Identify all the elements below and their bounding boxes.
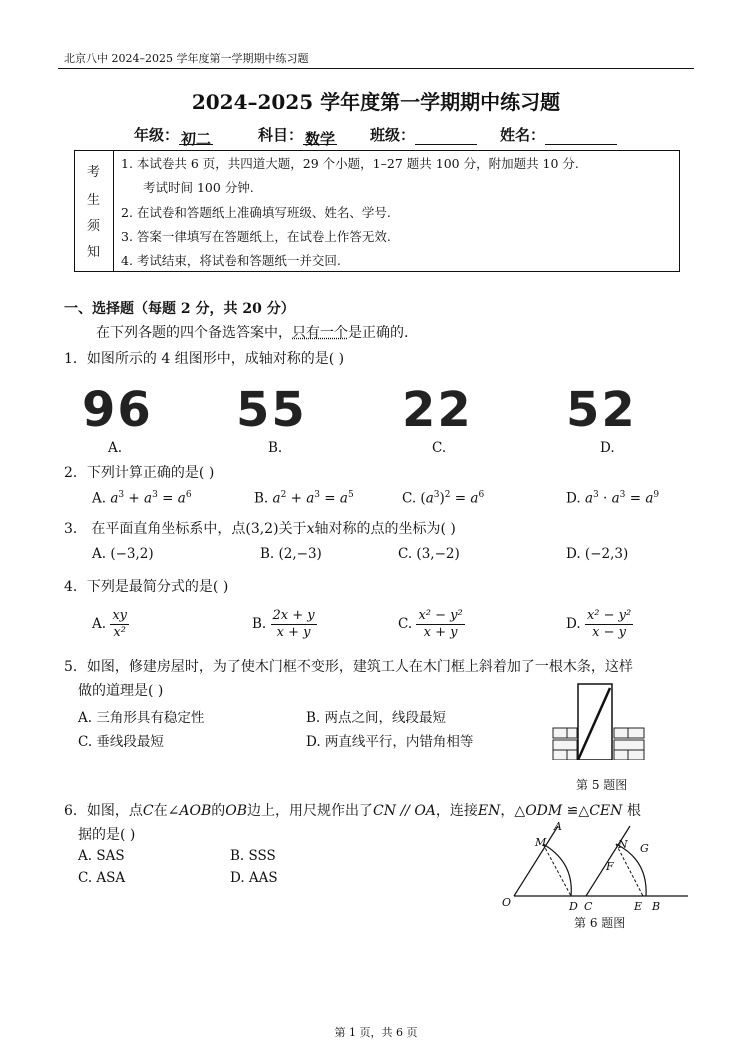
grade-value: 初二: [181, 130, 212, 148]
stem-text: 关于: [278, 521, 307, 537]
q5-door-frame-figure: [552, 682, 646, 760]
question-5-stem-line1: 5．如图，修建房屋时，为了使木门框不变形，建筑工人在木门框上斜着加了一根木条，这样: [64, 659, 633, 675]
option-label: D.: [566, 490, 581, 507]
fig-label-n: N: [618, 838, 628, 851]
q6-option-b: B. SSS: [230, 848, 276, 864]
class-field[interactable]: [370, 124, 477, 145]
option-label: A.: [92, 616, 107, 632]
name-blank[interactable]: [545, 128, 617, 145]
subject-label: 科目：: [258, 126, 304, 144]
fig-label-d: D: [569, 900, 578, 913]
fig-label-g: G: [640, 842, 649, 855]
question-3-stem: [64, 518, 456, 538]
option-label: B.: [254, 490, 269, 507]
point-label: C: [142, 803, 154, 819]
q5-option-d: D. 两直线平行，内错角相等: [306, 734, 474, 750]
notice-char: 知: [87, 245, 101, 260]
question-4-stem: 4．下列是最简分式的是( ): [64, 579, 229, 595]
page-footer: 第 1 页，共 6 页: [334, 1026, 418, 1039]
subject-value: 数学: [305, 130, 336, 148]
q6-option-c: C. ASA: [78, 870, 126, 886]
notice-item: 4. 考试结束，将试卷和答题纸一并交回.: [121, 253, 341, 268]
stem-text: ，连接: [435, 803, 478, 819]
stem-text: 边上，用尺规作出了: [247, 803, 374, 819]
point-coordinate: (3,2): [245, 521, 279, 537]
fraction: $\frac{2x + y}{x + y}$: [272, 608, 315, 640]
notice-item: 2. 在试卷和答题纸上准确填写班级、姓名、学号.: [121, 205, 391, 220]
congruence-symbol: ≌△: [562, 803, 590, 819]
notice-char: 生: [87, 193, 101, 208]
q6-figure-caption: 第 6 题图: [574, 916, 626, 930]
fig-label-f: F: [606, 860, 614, 873]
instruction-text: 在下列各题的四个备选答案中，: [96, 325, 292, 341]
q3-option-b: B. (2,−3): [260, 546, 322, 562]
stem-text: 轴对称的点的坐标为( ): [314, 521, 456, 537]
fig-label-o: O: [502, 896, 512, 909]
fig-label-m: M: [535, 836, 547, 849]
parallel-relation: CN // OA: [373, 803, 436, 819]
fig-label-e: E: [634, 900, 643, 913]
stem-text: 3． 在平面直角坐标系中，点: [64, 521, 246, 537]
q5-option-b: B. 两点之间，线段最短: [306, 710, 447, 726]
notice-char: 考: [87, 165, 101, 180]
subject-field: [258, 124, 337, 148]
question-6-stem-line2: 据的是( ): [78, 827, 136, 843]
stem-text: 的: [211, 803, 226, 819]
q1-label-c: C.: [432, 440, 447, 456]
option-label: B.: [252, 616, 267, 632]
option-label: C.: [398, 616, 413, 632]
stem-text: ，△: [500, 803, 526, 819]
fig-label-b: B: [652, 900, 661, 913]
q3-option-a: A. (−3,2): [92, 546, 154, 562]
q1-figure-d: 52: [566, 382, 637, 438]
notice-item: 考试时间 100 分钟.: [143, 180, 254, 195]
q1-figure-c: 22: [402, 382, 473, 438]
segment-label: EN: [477, 803, 501, 819]
name-label: 姓名：: [500, 126, 546, 144]
notice-item: 1. 本试卷共 6 页，共四道大题，29 个小题，1–27 题共 100 分，附加题共 10 分.: [121, 156, 579, 171]
section-title: 一、选择题（每题 2 分，共 20 分）: [64, 301, 295, 317]
option-label: C.: [402, 490, 417, 507]
notice-side-label: [75, 151, 114, 271]
page-header: 北京八中 2024–2025 学年度第一学期期中练习题: [64, 52, 309, 65]
segment-label: OB: [225, 803, 248, 819]
fraction: $\frac{\text{x² − y²}}{x - y}$: [586, 608, 632, 640]
stem-text: 在∠: [153, 803, 180, 819]
class-blank[interactable]: [415, 128, 477, 145]
fraction: $\frac{\text{x² − y²}}{x + y}$: [418, 608, 463, 640]
q3-option-c: C. (3,−2): [398, 546, 460, 562]
q1-label-b: B.: [268, 440, 283, 456]
q5-option-c: C. 垂线段最短: [78, 734, 164, 750]
triangle-label: CEN: [589, 803, 623, 819]
q4-option-a: [92, 608, 129, 641]
q6-construction-figure: [498, 818, 694, 914]
q5-option-a: A. 三角形具有稳定性: [78, 710, 205, 726]
question-1-stem: 1．如图所示的 4 组图形中，成轴对称的是( ): [64, 351, 345, 367]
q4-option-d: [566, 608, 633, 641]
q2-option-b: B. $a^2 + a^3 = a^5$: [254, 490, 354, 507]
instruction-text: 是正确的.: [348, 325, 409, 341]
q2-option-d: D. $a^3 \cdot a^3 = a^9$: [566, 490, 660, 507]
question-6-stem-line1: [64, 800, 641, 820]
q4-option-c: [398, 608, 465, 641]
notice-char: 须: [87, 219, 101, 234]
q6-option-a: A. SAS: [78, 848, 125, 864]
q1-figure-b: 55: [236, 382, 307, 438]
q5-figure-caption: 第 5 题图: [576, 778, 628, 792]
stem-text: 根: [622, 803, 641, 819]
question-5-stem-line2: 做的道理是( ): [78, 683, 164, 699]
q6-option-d: D. AAS: [230, 870, 278, 886]
fig-label-c: C: [584, 900, 593, 913]
option-label: D.: [566, 616, 581, 632]
grade-label: 年级：: [134, 126, 180, 144]
grade-field: [134, 124, 213, 148]
q3-option-d: D. (−2,3): [566, 546, 629, 562]
angle-label: AOB: [179, 803, 212, 819]
q1-label-d: D.: [600, 440, 615, 456]
section-instruction: [96, 322, 408, 342]
notice-item: 3. 答案一律填写在答题纸上，在试卷上作答无效.: [121, 229, 391, 244]
instruction-emphasis: 只有一个: [292, 325, 348, 341]
q1-label-a: A.: [108, 440, 123, 456]
axis-variable: x: [306, 521, 315, 537]
exam-notice-box: [74, 150, 680, 272]
exam-title: 2024–2025 学年度第一学期期中练习题: [191, 90, 561, 114]
q1-figure-a: 96: [82, 382, 153, 438]
fig-label-a: A: [554, 820, 562, 833]
question-2-stem: 2．下列计算正确的是( ): [64, 465, 215, 481]
q2-option-a: A. $a^3 + a^3 = a^6$: [92, 490, 192, 507]
name-field[interactable]: [500, 124, 617, 145]
class-label: 班级：: [370, 126, 416, 144]
q4-option-b: [252, 608, 317, 641]
q2-option-c: C. $(a^3)^2 = a^6$: [402, 490, 485, 507]
triangle-label: ODM: [525, 803, 563, 819]
option-label: A.: [92, 490, 107, 507]
stem-text: 6．如图，点: [64, 803, 143, 819]
fraction: $\frac{xy}{\text{x²}}$: [112, 608, 128, 640]
header-rule: [58, 68, 694, 69]
